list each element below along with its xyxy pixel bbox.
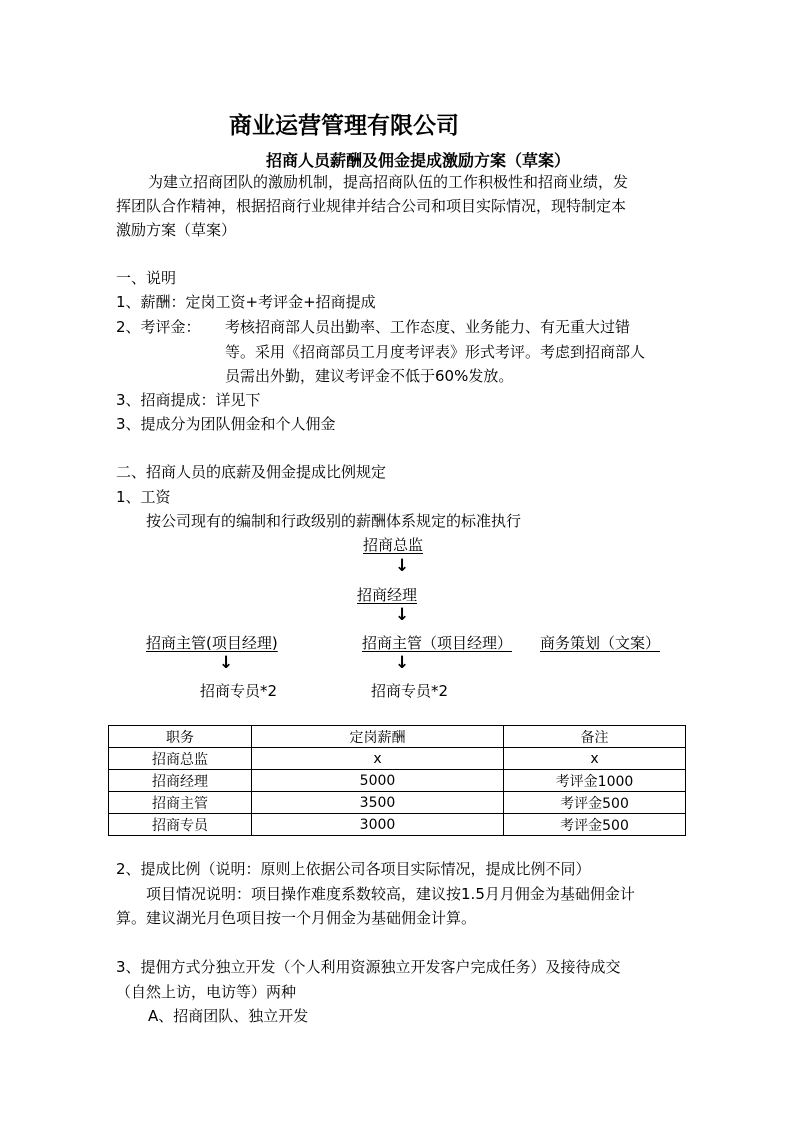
section-1-item-2-line-1: 考核招商部人员出勤率、工作态度、业务能力、有无重大过错: [225, 318, 631, 336]
table-header-row: [109, 726, 686, 748]
org-node-specialist-left: 招商专员*2: [200, 682, 278, 700]
section-2-sub-1-text: 按公司现有的编制和行政级别的薪酬体系规定的标准执行: [146, 512, 522, 530]
table-cell: 5000: [252, 770, 504, 792]
table-row: [109, 814, 686, 836]
table-cell: 3000: [252, 814, 504, 836]
salary-table: [108, 725, 686, 836]
section-1-item-4: 3、提成分为团队佣金和个人佣金: [116, 415, 336, 433]
section-1-item-2-line-3: 员需出外勤，建议考评金不低于60%发放。: [225, 367, 514, 385]
table-cell: 招商总监: [109, 748, 252, 770]
section-1-item-2-label: 2、考评金：: [116, 318, 201, 336]
table-header-cell: 定岗薪酬: [252, 726, 504, 748]
section-2-heading: 二、招商人员的底薪及佣金提成比例规定: [116, 463, 387, 481]
section-2-2-heading: 2、提成比例（说明：原则上依据公司各项目实际情况，提成比例不同）: [116, 860, 591, 878]
table-cell: x: [504, 748, 686, 770]
intro-line-3: 激励方案（草案）: [116, 221, 237, 239]
section-2-2-line-2: 算。建议湖光月色项目按一个月佣金为基础佣金计算。: [116, 909, 477, 927]
section-2-2-line-1: 项目情况说明：项目操作难度系数较高，建议按1.5月月佣金为基础佣金计: [146, 885, 635, 903]
org-node-manager: 招商经理: [357, 586, 418, 604]
down-arrow-icon: ↓: [395, 653, 410, 673]
section-2-3-sub-a: A、招商团队、独立开发: [148, 1007, 309, 1025]
table-cell: x: [252, 748, 504, 770]
org-node-supervisor-center: 招商主管（项目经理）: [362, 634, 513, 652]
table-row: [109, 770, 686, 792]
down-arrow-icon: ↓: [219, 653, 234, 673]
table-cell: 招商经理: [109, 770, 252, 792]
table-row: [109, 748, 686, 770]
section-1-item-1: 1、薪酬：定岗工资+考评金+招商提成: [116, 293, 376, 311]
document-title: 招商人员薪酬及佣金提成激励方案（草案）: [266, 151, 571, 170]
down-arrow-icon: ↓: [395, 605, 410, 625]
table-cell: 3500: [252, 792, 504, 814]
table-header-cell: 职务: [109, 726, 252, 748]
table-cell: 考评金1000: [504, 770, 686, 792]
table-header-cell: 备注: [504, 726, 686, 748]
table-cell: 考评金500: [504, 814, 686, 836]
org-node-business-planning: 商务策划（文案）: [540, 634, 661, 652]
table-row: [109, 792, 686, 814]
section-1-item-2-line-2: 等。采用《招商部员工月度考评表》形式考评。考虑到招商部人: [225, 343, 646, 361]
table-cell: 考评金500: [504, 792, 686, 814]
intro-line-1: 为建立招商团队的激励机制，提高招商队伍的工作积极性和招商业绩，发: [148, 173, 629, 191]
table-cell: 招商主管: [109, 792, 252, 814]
org-node-director: 招商总监: [363, 536, 424, 554]
section-1-item-3: 3、招商提成：详见下: [116, 391, 261, 409]
down-arrow-icon: ↓: [395, 556, 410, 576]
section-1-heading: 一、说明: [116, 269, 177, 287]
section-2-sub-1: 1、工资: [116, 488, 171, 506]
section-2-3-line-2: （自然上访，电访等）两种: [116, 983, 297, 1001]
section-2-3-line-1: 3、提佣方式分独立开发（个人利用资源独立开发客户完成任务）及接待成交: [116, 958, 621, 976]
company-name: 商业运营管理有限公司: [229, 113, 459, 139]
intro-line-2: 挥团队合作精神，根据招商行业规律并结合公司和项目实际情况，现特制定本: [116, 197, 627, 215]
table-cell: 招商专员: [109, 814, 252, 836]
org-node-supervisor-left: 招商主管(项目经理): [146, 634, 278, 652]
org-node-specialist-center: 招商专员*2: [371, 682, 449, 700]
